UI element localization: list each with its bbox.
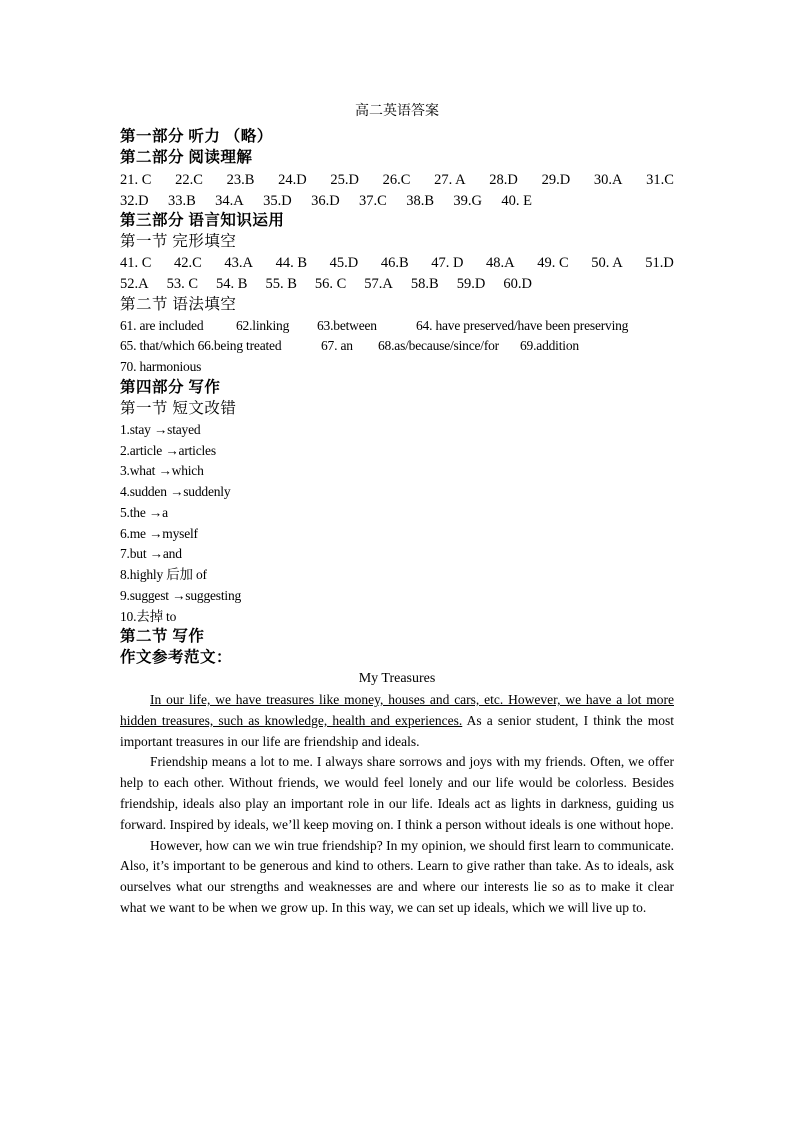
answer-item: 58.B	[410, 276, 439, 292]
answer-item: 33.B	[167, 193, 196, 209]
essay-paragraph-2: Friendship means a lot to me. I always share sorrows and joys with my friends. Often, we offer help to each other. Without friends, we would feel lonely and our life would be colorless. Besides friendship, ideals also play an important role in our life. Ideals act as lights in darkness, guiding us forward. Inspired by ideals, we’ll keep moving on. I think a person without ideals is one without hope.	[120, 754, 674, 832]
writing-section-heading: 第二节 写作	[120, 628, 205, 645]
grammar-answers-row3: 70. harmonious	[120, 359, 202, 374]
answer-item: 52.A	[120, 276, 149, 292]
grammar-answer: 69.addition	[520, 338, 579, 353]
cloze-answers-row1	[120, 253, 674, 273]
grammar-answer: 62.linking	[236, 318, 290, 333]
correction-item: 4.sudden →suddenly	[120, 484, 231, 499]
correction-item: 3.what →which	[120, 463, 204, 478]
correction-item: 8.highly 后加 of	[120, 567, 207, 582]
grammar-answer: 65. that/which 66.being treated	[120, 338, 282, 353]
answer-item: 37.C	[359, 193, 387, 209]
grammar-answer: 64. have preserved/have been preserving	[416, 318, 629, 333]
answer-item: 59.D	[456, 276, 486, 292]
answer-item: 28.D	[489, 172, 518, 188]
essay-paragraph-3: However, how can we win true friendship? In my opinion, we should first learn to communicate. Also, it’s important to be generous and kind to others. Learn to give rather than take. As to ideals, ask ourselves what our strengths and weaknesses are and where our interests lie so as to make it clear what we want to be when we grow up. In this way, we can set up ideals, which we will live up to.	[120, 837, 674, 915]
answer-item: 24.D	[278, 172, 307, 188]
correction-item: 6.me →myself	[120, 526, 198, 541]
answer-item: 23.B	[226, 172, 255, 188]
answer-item: 26.C	[382, 172, 411, 188]
answer-item: 56. C	[314, 276, 347, 292]
correction-item: 7.but →and	[120, 546, 182, 561]
answer-item: 51.D	[645, 255, 674, 271]
answer-item: 47. D	[431, 255, 464, 271]
cloze-section-heading: 第一节 完形填空	[120, 233, 237, 250]
grammar-answers-row2	[120, 336, 579, 356]
correction-item: 10.去掉 to	[120, 609, 177, 624]
cloze-answers-row2	[120, 274, 532, 294]
answer-item: 27. A	[434, 172, 466, 188]
answer-item: 50. A	[591, 255, 623, 271]
answer-item: 35.D	[263, 193, 292, 209]
essay-body	[120, 690, 674, 919]
essay-label: 作文参考范文：	[120, 649, 233, 666]
part1-heading: 第一部分 听力 （略）	[120, 128, 273, 145]
part4-heading: 第四部分 写作	[120, 379, 221, 396]
answer-item: 43.A	[224, 255, 254, 271]
answer-item: 36.D	[311, 193, 340, 209]
correction-section-heading: 第一节 短文改错	[120, 400, 237, 417]
answer-item: 31.C	[646, 172, 674, 188]
answer-item: 53. C	[166, 276, 199, 292]
answer-item: 54. B	[216, 276, 248, 292]
correction-item: 5.the →a	[120, 505, 168, 520]
grammar-section-heading: 第二节 语法填空	[120, 296, 237, 313]
answer-item: 45.D	[329, 255, 359, 271]
answer-item: 25.D	[330, 172, 359, 188]
part2-heading: 第二部分 阅读理解	[120, 149, 253, 166]
grammar-answer: 68.as/because/since/for	[378, 338, 499, 353]
essay-underlined-text: In our life, we have treasures like money, houses and cars, etc. However, we have a lot more hidden treasures, such as knowledge, health and experiences.	[120, 692, 674, 728]
correction-item: 2.article →articles	[120, 443, 216, 458]
answer-item: 34.A	[215, 193, 244, 209]
reading-answers-row2	[120, 191, 532, 211]
answer-item: 42.C	[174, 255, 202, 271]
grammar-answer: 61. are included	[120, 318, 204, 333]
essay-text: As a senior student, I think the most important treasures in our life are friendship and ideals.	[120, 712, 674, 749]
answer-item: 48.A	[486, 255, 515, 271]
answer-item: 29.D	[541, 172, 571, 188]
answer-item: 40. E	[501, 193, 532, 209]
essay-paragraph-1	[120, 690, 674, 752]
correction-item: 9.suggest →suggesting	[120, 588, 242, 603]
answer-item: 32.D	[120, 193, 149, 209]
correction-item: 1.stay →stayed	[120, 422, 201, 437]
answer-item: 60.D	[503, 276, 532, 292]
answer-item: 38.B	[406, 193, 434, 209]
answer-item: 22.C	[175, 172, 203, 188]
answer-item: 30.A	[593, 172, 623, 188]
grammar-answer: 63.between	[317, 318, 377, 333]
grammar-answer: 67. an	[321, 338, 353, 353]
answer-item: 44. B	[275, 255, 308, 271]
essay-title: My Treasures	[358, 671, 436, 686]
answer-item: 21. C	[120, 172, 152, 188]
answer-item: 49. C	[537, 255, 569, 271]
answer-item: 55. B	[265, 276, 297, 292]
part3-heading: 第三部分 语言知识运用	[120, 212, 285, 229]
answer-item: 41. C	[120, 255, 152, 271]
answer-item: 57.A	[364, 276, 393, 292]
reading-answers-row1	[120, 170, 674, 190]
page-title: 高二英语答案	[355, 104, 439, 119]
answer-item: 39.G	[453, 193, 482, 209]
answer-item: 46.B	[380, 255, 409, 271]
grammar-answers-row1	[120, 316, 628, 336]
